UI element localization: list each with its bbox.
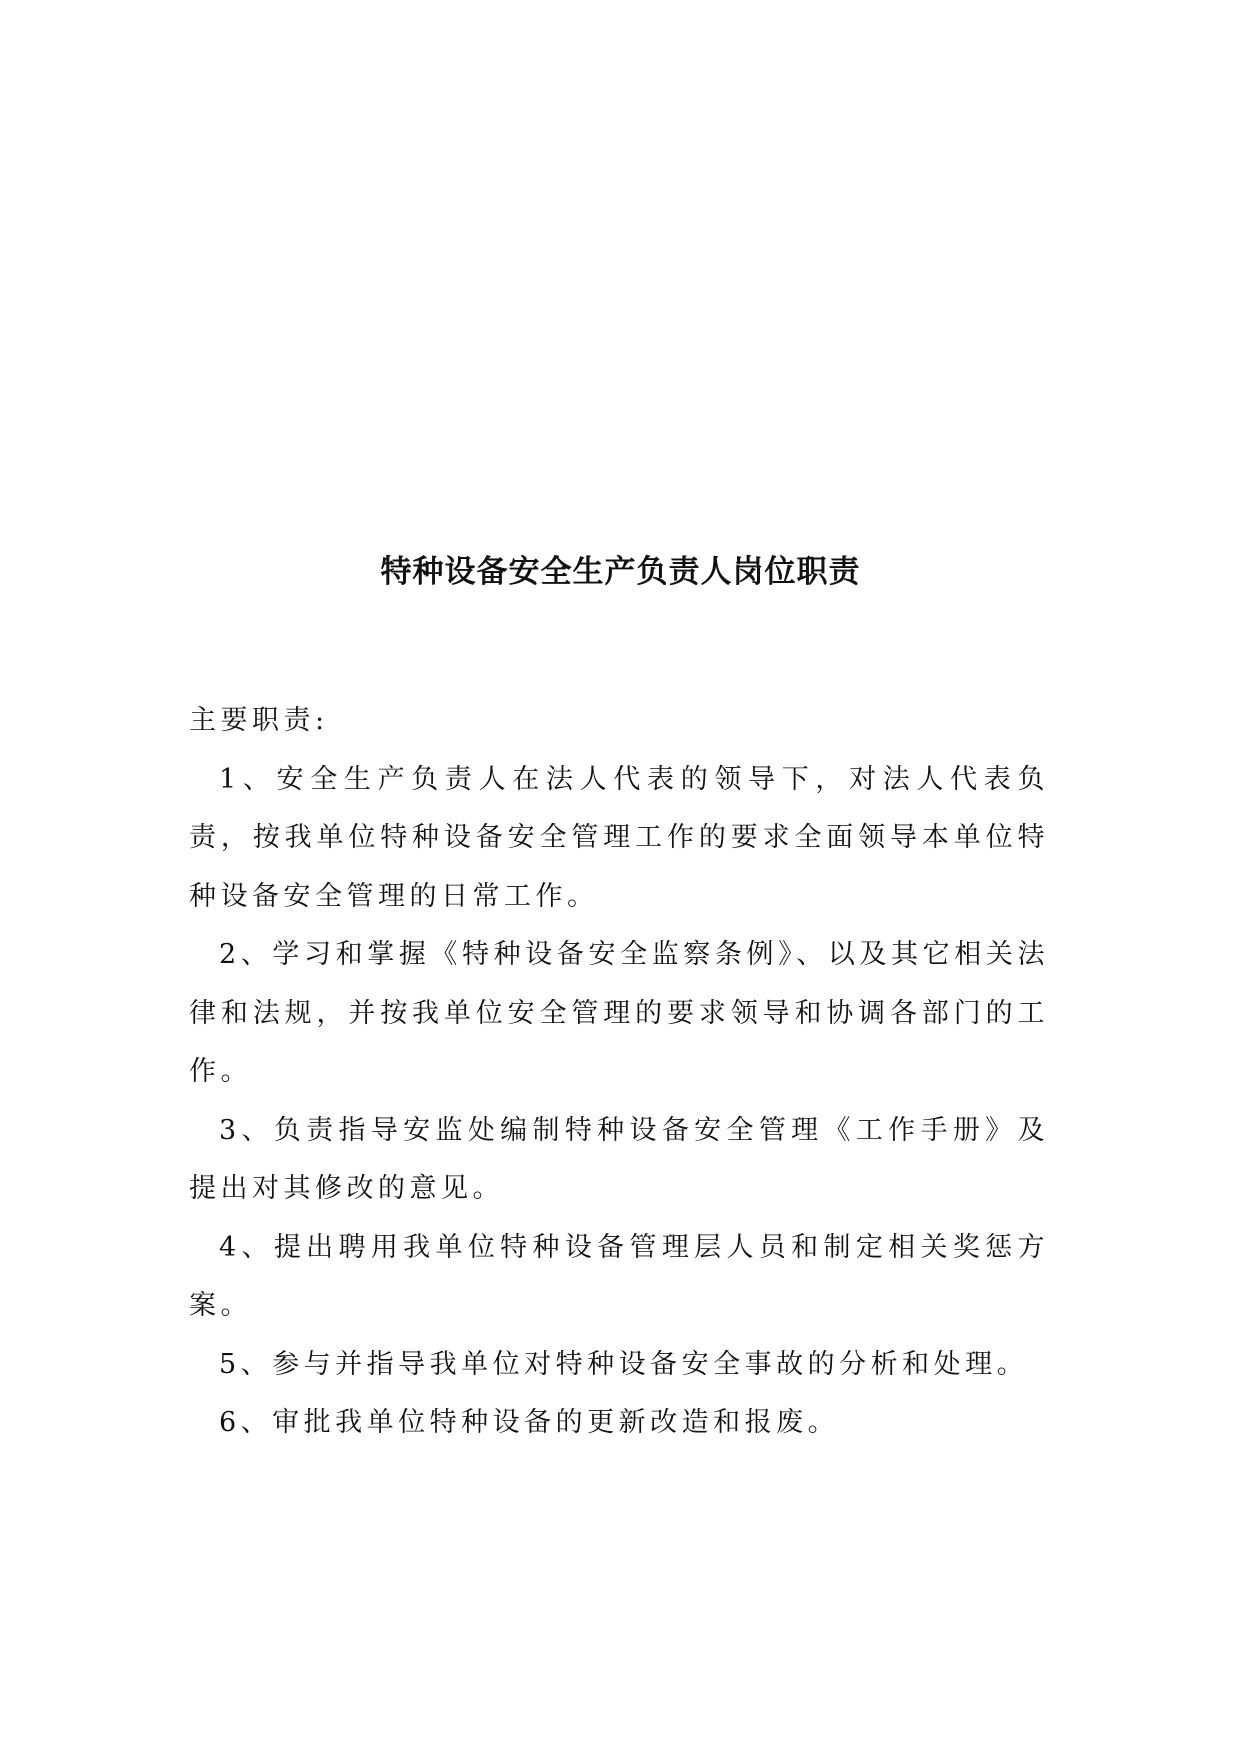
duty-item-1: 1、安全生产负责人在法人代表的领导下，对法人代表负责，按我单位特种设备安全管理工作的要求全面领导本单位特种设备安全管理的日常工作。 — [189, 763, 1049, 912]
duty-item-3: 3、负责指导安监处编制特种设备安全管理《工作手册》及提出对其修改的意见。 — [189, 1114, 1049, 1204]
duty-item-5: 5、参与并指导我单位对特种设备安全事故的分析和处理。 — [219, 1348, 1029, 1380]
section-label: 主要职责: — [189, 705, 329, 736]
duty-item-4: 4、提出聘用我单位特种设备管理层人员和制定相关奖惩方案。 — [189, 1231, 1049, 1321]
duty-item-6: 6、审批我单位特种设备的更新改造和报废。 — [219, 1407, 840, 1438]
document-body — [189, 692, 1049, 1453]
document-title: 特种设备安全生产负责人岗位职责 — [380, 554, 861, 590]
duty-item-2: 2、学习和掌握《特种设备安全监察条例》、以及其它相关法律和法规，并按我单位安全管理的要求领导和协调各部门的工作。 — [189, 939, 1049, 1087]
